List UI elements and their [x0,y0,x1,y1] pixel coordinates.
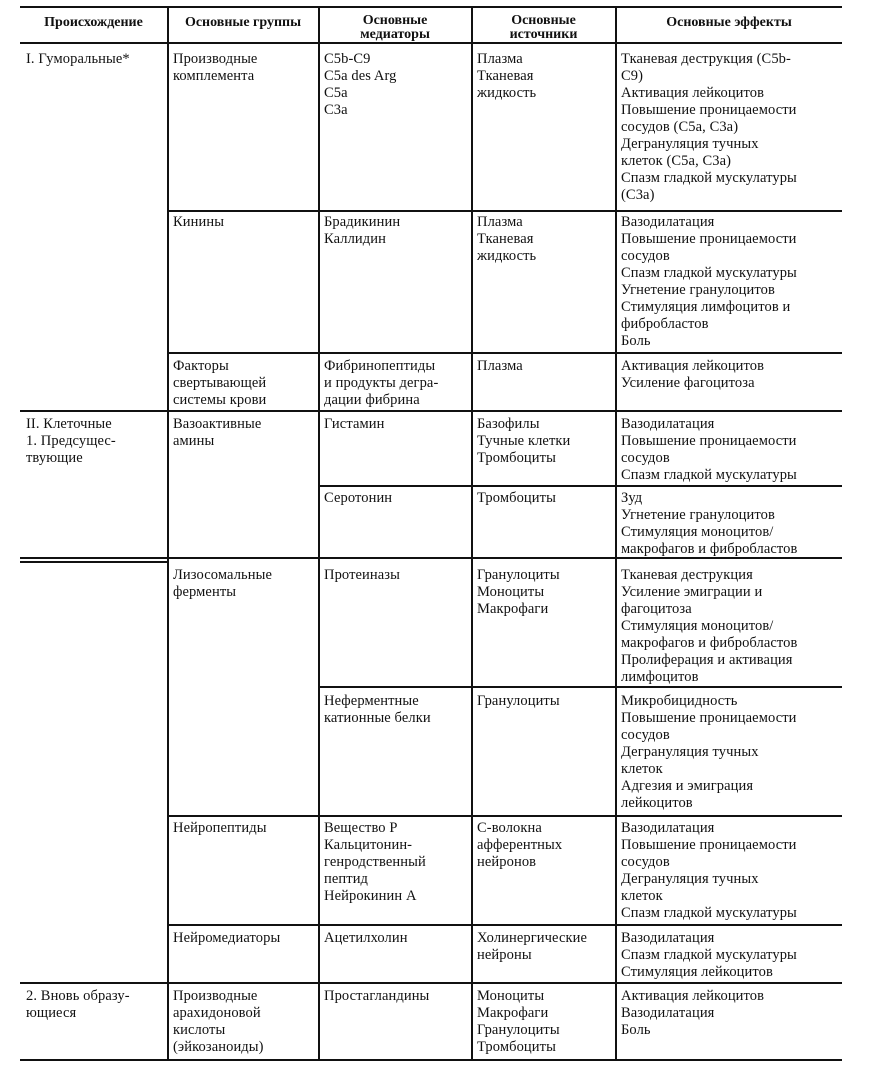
cell-effect: Вазодилатация Повышение проницаемости сосудов Дегрануляция тучных клеток Спазм гладкой мускулатуры [621,820,797,921]
cell-source: Плазма Тканевая жидкость [477,214,537,264]
cell-effect: Вазодилатация Спазм гладкой мускулатуры Стимуляция лейкоцитов [621,930,797,980]
cell-effect: Активация лейкоцитов Вазодилатация Боль [621,988,765,1038]
cell-group: Факторы свертывающей системы крови [173,358,267,408]
header-groups: Основные группы [184,15,302,30]
cell-effect: Микробицидность Повышение проницаемости сосудов Дегрануляция тучных клеток Адгезия и эмиграция лейкоцитов [621,693,797,811]
cell-source: Гранулоциты Моноциты Макрофаги [477,567,560,617]
cell-group: Нейропептиды [173,820,267,836]
cell-mediator: Серотонин [324,490,393,506]
cell-source: Плазма Тканевая жидкость [477,51,537,101]
header-effects: Основные эффекты [666,15,792,30]
header-bottom-border [20,42,842,44]
row-divider [318,686,842,688]
cell-group: Лизосомальные ферменты [173,567,272,600]
cell-effect: Тканевая деструкция (C5b- C9) Активация лейкоцитов Повышение проницаемости сосудов (C5a, C3a) Дегрануляция тучных клеток (C5a, C3a) Спазм гладкой мускулатуры (C3a) [621,51,797,203]
row-divider [20,982,842,984]
column-divider [471,6,473,1061]
column-divider [615,6,617,1061]
cell-group: Нейромедиаторы [173,930,281,946]
cell-mediator: Гистамин [324,416,385,432]
header-origin: Происхождение [44,15,143,30]
row-divider [167,210,842,212]
row-divider [167,815,842,817]
header-mediators: Основные медиаторы [360,13,430,42]
cell-group: Производные комплемента [173,51,258,84]
cell-source: Моноциты Макрофаги Гранулоциты Тромбоциты [477,988,560,1055]
row-divider [20,561,167,563]
cell-source: C-волокна афферентных нейронов [477,820,563,870]
cell-group: Вазоактивные амины [173,416,262,449]
cell-effect: Активация лейкоцитов Усиление фагоцитоза [621,358,765,391]
cell-source: Холинергические нейроны [477,930,588,963]
cell-source: Гранулоциты [477,693,560,709]
row-divider [167,924,842,926]
cell-mediator: Фибринопептиды и продукты дегра- дации фибрина [324,358,439,408]
cell-mediator: Протеиназы [324,567,400,583]
cell-origin: 2. Вновь образу- ющиеся [26,988,130,1021]
table-bottom-border [20,1059,842,1061]
cell-origin: II. Клеточные 1. Предсущес- твующие [26,416,116,466]
table-top-border [20,6,842,8]
cell-mediator: Вещество P Кальцитонин- генродственный пептид Нейрокинин A [324,820,426,904]
cell-effect: Вазодилатация Повышение проницаемости сосудов Спазм гладкой мускулатуры [621,416,797,483]
column-divider [167,6,169,1061]
cell-mediator: Ацетилхолин [324,930,408,946]
cell-group: Производные арахидоновой кислоты (эйкозаноиды) [173,988,264,1055]
mediators-table [20,6,842,1061]
header-sources: Основные источники [509,13,578,42]
row-divider [167,352,842,354]
cell-group: Кинины [173,214,225,230]
cell-effect: Зуд Угнетение гранулоцитов Стимуляция моноцитов/ макрофагов и фибробластов [621,490,798,557]
cell-mediator: Неферментные катионные белки [324,693,431,726]
cell-origin: I. Гуморальные* [26,51,130,67]
cell-mediator: C5b-C9 C5a des Arg C5a C3a [324,51,397,118]
row-divider [20,410,842,412]
row-divider [318,485,842,487]
column-divider [318,6,320,1061]
cell-effect: Тканевая деструкция Усиление эмиграции и фагоцитоза Стимуляция моноцитов/ макрофагов и фибробластов Пролиферация и активация лимфоцитов [621,567,798,685]
cell-mediator: Брадикинин Каллидин [324,214,401,247]
cell-source: Базофилы Тучные клетки Тромбоциты [477,416,571,466]
cell-effect: Вазодилатация Повышение проницаемости сосудов Спазм гладкой мускулатуры Угнетение гранулоцитов Стимуляция лимфоцитов и фибробластов Боль [621,214,797,349]
cell-mediator: Простагландины [324,988,430,1004]
cell-source: Плазма [477,358,523,374]
cell-source: Тромбоциты [477,490,556,506]
